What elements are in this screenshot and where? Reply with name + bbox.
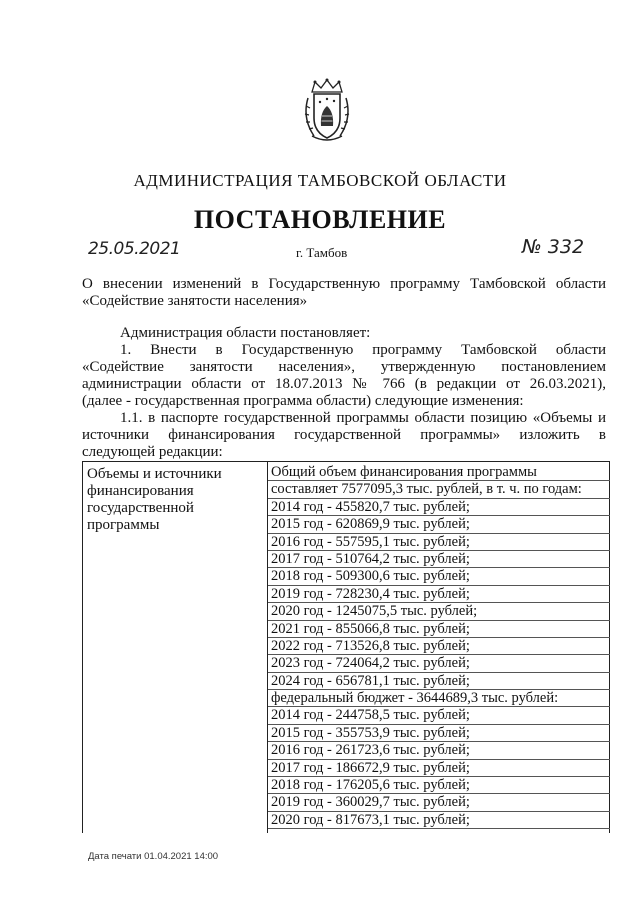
table-row: 2020 год - 817673,1 тыс. рублей;	[268, 812, 610, 829]
para1-line-2: «Содействие занятости населения», утвержденную постановлением	[82, 359, 606, 375]
table-row: 2015 год - 620869,9 тыс. рублей;	[268, 516, 610, 533]
table-row: 2016 год - 261723,6 тыс. рублей;	[268, 742, 610, 759]
decree-line: Администрация области постановляет:	[120, 325, 371, 341]
document-type-title: ПОСТАНОВЛЕНИЕ	[193, 205, 447, 234]
table-row: 2017 год - 510764,2 тыс. рублей;	[268, 551, 610, 568]
table-row: 2018 год - 176205,6 тыс. рублей;	[268, 777, 610, 794]
table-row: 2021 год - 855066,8 тыс. рублей;	[268, 621, 610, 638]
table-row: федеральный бюджет - 3644689,3 тыс. рублей:	[268, 690, 610, 707]
table-row: 2019 год - 728230,4 тыс. рублей;	[268, 586, 610, 603]
subject-line-2: «Содействие занятости населения»	[82, 293, 308, 309]
coat-of-arms-icon	[300, 78, 354, 144]
table-row: 2024 год - 656781,1 тыс. рублей;	[268, 673, 610, 690]
handwritten-number: № 332	[522, 236, 585, 258]
table-left-cell: Объемы и источники финансирования государственной программы	[87, 466, 222, 533]
para1-line-3: администрации области от 18.07.2013 № 766 (в редакции от 26.03.2021),	[82, 376, 606, 392]
table-row: Общий объем финансирования программы	[268, 464, 610, 481]
para1-line-4: (далее - государственная программа области) следующие изменения:	[82, 393, 524, 409]
table-row: 2015 год - 355753,9 тыс. рублей;	[268, 725, 610, 742]
subject-line-1: О внесении изменений в Государственную программу Тамбовской области	[82, 276, 606, 292]
financing-table	[82, 461, 610, 833]
city-label: г. Тамбов	[296, 245, 348, 260]
print-date-footer: Дата печати 01.04.2021 14:00	[88, 851, 219, 862]
authority-name: АДМИНИСТРАЦИЯ ТАМБОВСКОЙ ОБЛАСТИ	[133, 171, 507, 190]
table-row: 2016 год - 557595,1 тыс. рублей;	[268, 534, 610, 551]
para11-line-1: 1.1. в паспорте государственной программы области позицию «Объемы и	[120, 410, 606, 426]
table-row: 2018 год - 509300,6 тыс. рублей;	[268, 568, 610, 585]
table-row: 2019 год - 360029,7 тыс. рублей;	[268, 794, 610, 811]
para11-line-3: следующей редакции:	[82, 444, 223, 460]
table-row: 2020 год - 1245075,5 тыс. рублей;	[268, 603, 610, 620]
table-row: 2017 год - 186672,9 тыс. рублей;	[268, 760, 610, 777]
table-row: 2023 год - 724064,2 тыс. рублей;	[268, 655, 610, 672]
table-row: 2014 год - 455820,7 тыс. рублей;	[268, 499, 610, 516]
handwritten-date: 25.05.2021	[88, 239, 181, 259]
para1-line-1: 1. Внести в Государственную программу Тамбовской области	[120, 342, 606, 358]
table-row: 2022 год - 713526,8 тыс. рублей;	[268, 638, 610, 655]
table-row: 2014 год - 244758,5 тыс. рублей;	[268, 707, 610, 724]
para11-line-2: источники финансирования государственной программы» изложить в	[82, 427, 606, 443]
table-right-cell	[268, 464, 610, 829]
table-row: составляет 7577095,3 тыс. рублей, в т. ч. по годам:	[268, 481, 610, 498]
